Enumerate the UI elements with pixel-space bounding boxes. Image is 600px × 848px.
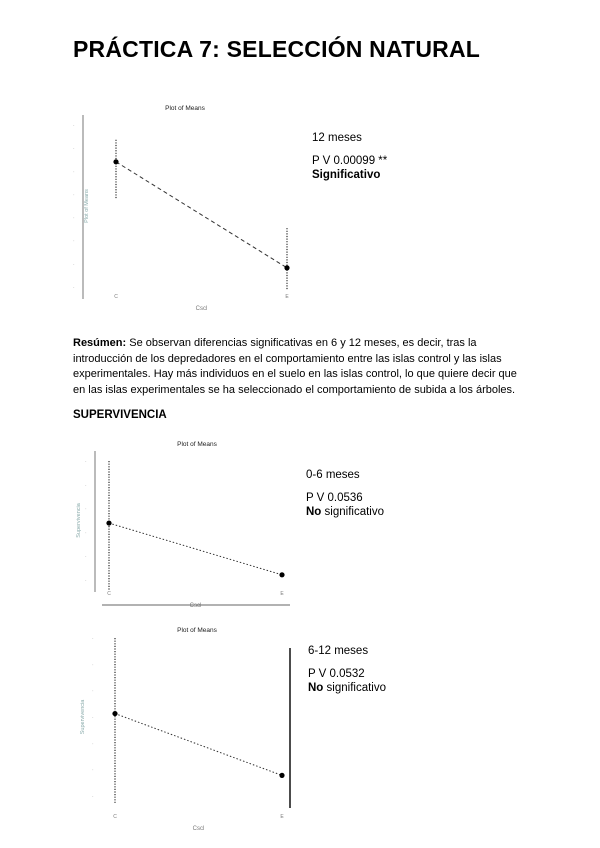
plot-of-means-6-12-meses bbox=[72, 624, 302, 836]
chart-title: Plot of Means bbox=[177, 441, 217, 448]
x-tick-label: E bbox=[280, 591, 284, 597]
verdict-no: No bbox=[306, 506, 322, 518]
x-tick-label: C bbox=[107, 591, 111, 597]
mean-point bbox=[113, 159, 118, 164]
y-tick-label: · bbox=[85, 459, 87, 465]
y-tick-label: · bbox=[73, 261, 75, 268]
period-label: 6-12 meses bbox=[308, 645, 369, 657]
mean-point bbox=[106, 520, 111, 525]
y-tick-label: · bbox=[73, 146, 75, 153]
plot-of-means-0-6-meses bbox=[72, 437, 302, 617]
significance-verdict bbox=[306, 505, 384, 519]
mean-point bbox=[112, 711, 117, 716]
summary-label: Resúmen: bbox=[73, 337, 127, 349]
y-tick-label: · bbox=[73, 123, 75, 129]
y-axis-label: Supervivencia bbox=[80, 699, 86, 735]
mean-point bbox=[279, 773, 284, 778]
y-tick-label: · bbox=[92, 662, 94, 669]
section-title: SUPERVIVENCIA bbox=[73, 409, 167, 421]
period-label: 12 meses bbox=[312, 132, 362, 144]
summary-paragraph bbox=[73, 336, 528, 398]
y-tick-label: · bbox=[85, 530, 87, 537]
y-tick-label: · bbox=[73, 238, 75, 245]
y-tick-label: · bbox=[73, 169, 75, 176]
y-tick-label: · bbox=[85, 506, 87, 513]
y-tick-label: · bbox=[92, 767, 94, 774]
x-axis-label: Cscl bbox=[189, 603, 202, 609]
y-tick-label: · bbox=[73, 285, 75, 291]
y-tick-label: · bbox=[73, 215, 75, 222]
y-tick-label: · bbox=[92, 688, 94, 695]
mean-point bbox=[279, 572, 284, 577]
verdict-rest: significativo bbox=[323, 682, 386, 694]
x-axis-label: Cscl bbox=[195, 306, 208, 312]
plot-of-means-12-meses bbox=[73, 97, 304, 323]
y-tick-label: · bbox=[85, 554, 87, 561]
result-0-6-meses bbox=[306, 468, 384, 519]
chart-title: Plot of Means bbox=[165, 105, 205, 112]
summary-text: Se observan diferencias significativas en 6 y 12 meses, es decir, tras la introducción de los depredadores en el comportamiento entre las islas control y las islas experimentales. Hay más individuos en el suelo en las islas control, lo que quiere decir que en las islas experimentales se ha seleccionado el comportamiento de subida a los árboles. bbox=[73, 337, 517, 396]
x-tick-label: C bbox=[113, 814, 117, 820]
y-tick-label: · bbox=[73, 192, 75, 199]
means-line bbox=[115, 714, 282, 776]
y-tick-label: · bbox=[92, 741, 94, 748]
page-title: PRÁCTICA 7: SELECCIÓN NATURAL bbox=[73, 36, 481, 62]
p-value: P V 0.0536 bbox=[306, 492, 363, 504]
x-axis-label: Cscl bbox=[192, 826, 205, 832]
result-6-12-meses bbox=[308, 644, 386, 695]
chart-title: Plot of Means bbox=[177, 627, 217, 634]
means-line bbox=[116, 162, 287, 268]
y-axis-label: Supervivencia bbox=[76, 503, 82, 538]
x-tick-label: C bbox=[114, 294, 118, 300]
means-line bbox=[109, 523, 282, 575]
verdict-rest: significativo bbox=[321, 506, 384, 518]
mean-point bbox=[284, 265, 289, 270]
y-axis-label: Plot of Means bbox=[84, 189, 90, 223]
y-tick-label: · bbox=[92, 715, 94, 721]
verdict-no: No bbox=[308, 682, 324, 694]
y-tick-label: · bbox=[92, 636, 94, 642]
y-tick-label: · bbox=[92, 794, 94, 800]
period-label: 0-6 meses bbox=[306, 469, 360, 481]
result-12-meses bbox=[312, 131, 387, 182]
y-tick-label: · bbox=[85, 482, 87, 489]
p-value: P V 0.0532 bbox=[308, 668, 365, 680]
x-tick-label: E bbox=[280, 814, 284, 820]
y-tick-label: · bbox=[85, 578, 87, 584]
significance-verdict bbox=[308, 681, 386, 695]
p-value: P V 0.00099 ** bbox=[312, 155, 388, 167]
x-tick-label: E bbox=[285, 294, 289, 300]
significance-verdict: Significativo bbox=[312, 169, 381, 181]
